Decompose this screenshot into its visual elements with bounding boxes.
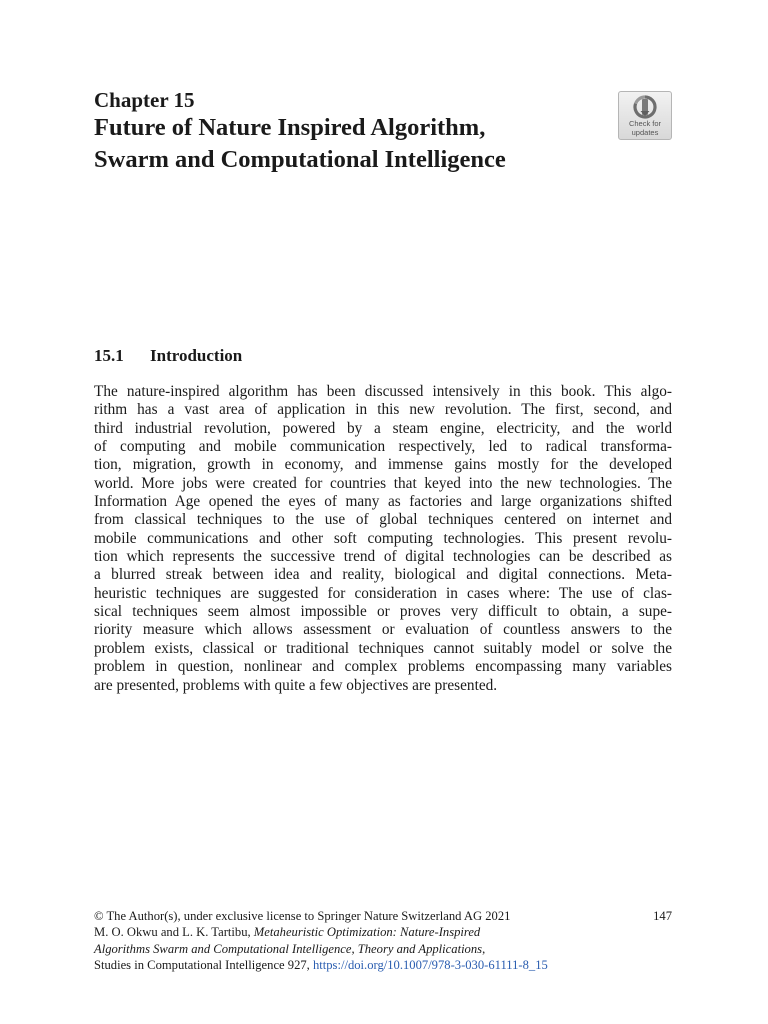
section-title: Introduction: [150, 346, 243, 365]
badge-text-line-1: Check for: [628, 119, 662, 128]
chapter-label: Chapter 15: [94, 88, 195, 112]
section-heading: [94, 345, 242, 367]
chapter-title-line-1: Future of Nature Inspired Algorithm,: [94, 114, 486, 141]
chapter-title-line-2: Swarm and Computational Intelligence: [94, 146, 506, 173]
paragraph-line: The nature-inspired algorithm has been discussed intensively in this book. This algo-: [94, 383, 672, 400]
book-title-part-1: Metaheuristic Optimization: Nature-Inspired: [253, 925, 481, 940]
paragraph-line: mobile communications and other soft computing technologies. This present revolu-: [94, 529, 672, 547]
citation-line-2: Algorithms Swarm and Computational Intelligence, Theory and Applications,: [94, 941, 486, 956]
paragraph-line: heuristic techniques are suggested for consideration in cases where: The use of clas-: [94, 584, 672, 602]
check-for-updates-badge[interactable]: [618, 91, 672, 140]
book-title-part-2: Algorithms Swarm and Computational Intelligence, Theory and Applications: [94, 941, 483, 956]
intro-paragraph: [94, 383, 672, 695]
paragraph-line: of computing and mobile communication respectively, led to radical transforma-: [94, 438, 672, 456]
paragraph-line: from classical techniques to the use of global techniques centered on internet and: [94, 511, 672, 529]
paragraph-line: Information Age opened the eyes of many as factories and large organizations shifted: [94, 493, 672, 511]
copyright-notice: © The Author(s), under exclusive license to Springer Nature Switzerland AG 2021: [94, 909, 511, 923]
series-info: Studies in Computational Intelligence 927,: [94, 958, 313, 973]
paragraph-line: world. More jobs were created for countries that keyed into the new technologies. The: [94, 474, 672, 492]
paragraph-line: problem in question, nonlinear and complex problems encompassing many variables: [94, 658, 672, 676]
citation-line-1: [94, 924, 672, 940]
citation-line-3: [94, 957, 672, 973]
badge-text-line-2: updates: [631, 127, 659, 137]
page-number: 147: [653, 909, 672, 923]
paragraph-line: third industrial revolution, powered by a steam engine, electricity, and the world: [94, 419, 672, 437]
paragraph-line: riority measure which allows assessment or evaluation of countless answers to the: [94, 621, 672, 639]
paragraph-line: problem exists, classical or traditional techniques cannot suitably model or solve the: [94, 639, 672, 657]
chapter-header: [94, 88, 614, 176]
paragraph-line: sical techniques seem almost impossible or proves very difficult to obtain, a supe-: [94, 603, 672, 621]
citation-authors: M. O. Okwu and L. K. Tartibu,: [94, 925, 254, 940]
section-number: 15.1: [94, 346, 124, 365]
doi-link[interactable]: https://doi.org/10.1007/978-3-030-61111-8_15: [312, 958, 548, 973]
chapter-title: [94, 112, 614, 176]
paragraph-line: are presented, problems with quite a few objectives are presented.: [94, 676, 498, 694]
paragraph-line: a blurred streak between idea and reality, biological and digital connections. Meta-: [94, 566, 672, 584]
paragraph-line: rithm has a vast area of application in this new revolution. The first, second, and: [94, 401, 672, 419]
check-for-updates-icon: [632, 95, 658, 119]
chapter-footer: [94, 908, 672, 974]
paragraph-line: tion which represents the successive trend of digital technologies can be described as: [94, 548, 672, 566]
paragraph-line: tion, migration, growth in economy, and immense gains mostly for the developed: [94, 456, 672, 474]
